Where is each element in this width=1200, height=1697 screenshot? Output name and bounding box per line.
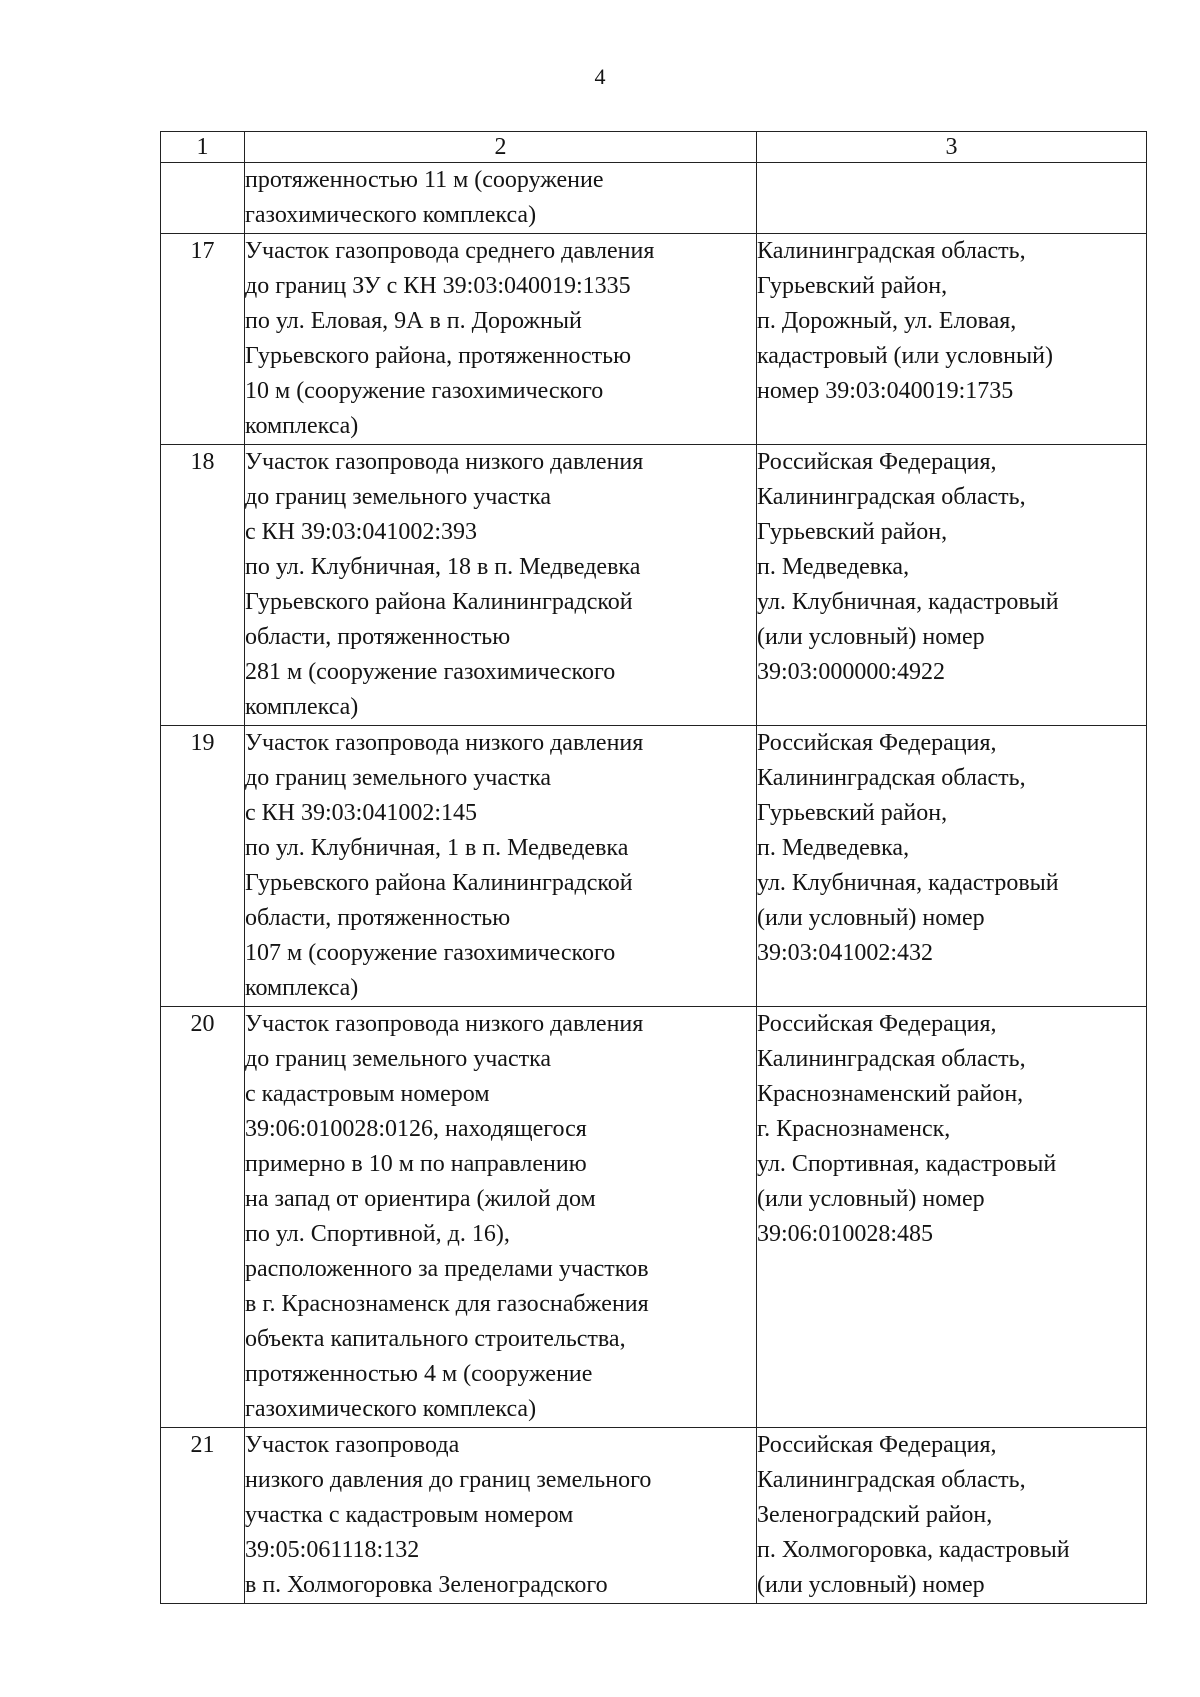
location-line: Калининградская область, [757, 1046, 1026, 1072]
object-location [757, 234, 1147, 445]
table-row [161, 1428, 1147, 1604]
header-col-3: 3 [757, 132, 1147, 163]
row-number [161, 163, 245, 234]
description-line: Гурьевского района Калининградской [245, 589, 633, 615]
page-number: 4 [594, 64, 606, 89]
location-line: Гурьевский район, [757, 519, 948, 545]
location-line: Калининградская область, [757, 765, 1026, 791]
object-description [245, 445, 757, 726]
location-line: Калининградская область, [757, 1467, 1026, 1493]
object-location [757, 1428, 1147, 1604]
description-line: области, протяженностью [245, 905, 511, 931]
description-line: 39:06:010028:0126, находящегося [245, 1116, 587, 1142]
object-location [757, 163, 1147, 234]
description-line: с КН 39:03:041002:145 [245, 800, 477, 826]
description-line: до границ земельного участка [245, 484, 552, 510]
description-line: по ул. Клубничная, 1 в п. Медведевка [245, 835, 629, 861]
description-line: с КН 39:03:041002:393 [245, 519, 477, 545]
table-row [161, 726, 1147, 1007]
description-line: 10 м (сооружение газохимического [245, 378, 604, 404]
description-line: области, протяженностью [245, 624, 511, 650]
location-line: Краснознаменский район, [757, 1081, 1024, 1107]
location-line: (или условный) номер [757, 624, 985, 650]
description-line: низкого давления до границ земельного [245, 1467, 652, 1493]
table-row [161, 234, 1147, 445]
header-col-2: 2 [245, 132, 757, 163]
object-description [245, 163, 757, 234]
location-line: кадастровый (или условный) [757, 343, 1053, 369]
description-line: Участок газопровода низкого давления [245, 730, 644, 756]
location-line: ул. Клубничная, кадастровый [757, 870, 1059, 896]
object-description [245, 726, 757, 1007]
location-line: (или условный) номер [757, 905, 985, 931]
location-line: г. Краснознаменск, [757, 1116, 951, 1142]
description-line: объекта капитального строительства, [245, 1326, 626, 1352]
location-line: (или условный) номер [757, 1572, 985, 1598]
description-line: газохимического комплекса) [245, 202, 537, 228]
description-line: Участок газопровода низкого давления [245, 449, 644, 475]
location-line: Гурьевский район, [757, 800, 948, 826]
description-line: в п. Холмогоровка Зеленоградского [245, 1572, 608, 1598]
registry-table [160, 131, 1147, 1604]
description-line: Гурьевского района, протяженностью [245, 343, 632, 369]
description-line: Гурьевского района Калининградской [245, 870, 633, 896]
table-header [161, 132, 1147, 163]
description-line: до границ ЗУ с КН 39:03:040019:1335 [245, 273, 631, 299]
location-line: Российская Федерация, [757, 1011, 997, 1037]
description-line: по ул. Спортивной, д. 16), [245, 1221, 510, 1247]
description-line: с кадастровым номером [245, 1081, 490, 1107]
row-number: 21 [161, 1428, 245, 1604]
object-location [757, 1007, 1147, 1428]
description-line: протяженностью 11 м (сооружение [245, 167, 604, 193]
location-line: 39:03:000000:4922 [757, 659, 946, 685]
description-line: Участок газопровода низкого давления [245, 1011, 644, 1037]
description-line: по ул. Еловая, 9А в п. Дорожный [245, 308, 582, 334]
description-line: комплекса) [245, 975, 359, 1001]
description-line: в г. Краснознаменск для газоснабжения [245, 1291, 649, 1317]
row-number: 20 [161, 1007, 245, 1428]
header-col-1: 1 [161, 132, 245, 163]
row-number: 19 [161, 726, 245, 1007]
location-line: ул. Спортивная, кадастровый [757, 1151, 1057, 1177]
description-line: комплекса) [245, 694, 359, 720]
description-line: 281 м (сооружение газохимического [245, 659, 616, 685]
description-line: до границ земельного участка [245, 765, 552, 791]
location-line: (или условный) номер [757, 1186, 985, 1212]
description-line: на запад от ориентира (жилой дом [245, 1186, 596, 1212]
location-line: п. Медведевка, [757, 835, 910, 861]
location-line: п. Холмогоровка, кадастровый [757, 1537, 1070, 1563]
description-line: 107 м (сооружение газохимического [245, 940, 616, 966]
description-line: 39:05:061118:132 [245, 1537, 420, 1563]
location-line: п. Дорожный, ул. Еловая, [757, 308, 1017, 334]
description-line: газохимического комплекса) [245, 1396, 537, 1422]
table-body [161, 163, 1147, 1604]
object-description [245, 234, 757, 445]
row-number: 18 [161, 445, 245, 726]
description-line: по ул. Клубничная, 18 в п. Медведевка [245, 554, 641, 580]
location-line: Калининградская область, [757, 484, 1026, 510]
location-line: Гурьевский район, [757, 273, 948, 299]
table-row [161, 445, 1147, 726]
description-line: до границ земельного участка [245, 1046, 552, 1072]
location-line: 39:03:041002:432 [757, 940, 934, 966]
description-line: расположенного за пределами участков [245, 1256, 649, 1282]
description-line: комплекса) [245, 413, 359, 439]
location-line: номер 39:03:040019:1735 [757, 378, 1014, 404]
location-line: Российская Федерация, [757, 449, 997, 475]
location-line: ул. Клубничная, кадастровый [757, 589, 1059, 615]
description-line: Участок газопровода среднего давления [245, 238, 655, 264]
location-line: п. Медведевка, [757, 554, 910, 580]
description-line: Участок газопровода [245, 1432, 460, 1458]
location-line: Российская Федерация, [757, 730, 997, 756]
object-description [245, 1428, 757, 1604]
header-row [161, 132, 1147, 163]
location-line: Зеленоградский район, [757, 1502, 993, 1528]
location-line: Калининградская область, [757, 238, 1026, 264]
description-line: участка с кадастровым номером [245, 1502, 574, 1528]
location-line: 39:06:010028:485 [757, 1221, 934, 1247]
object-description [245, 1007, 757, 1428]
row-number: 17 [161, 234, 245, 445]
table-row [161, 163, 1147, 234]
object-location [757, 445, 1147, 726]
location-line: Российская Федерация, [757, 1432, 997, 1458]
object-location [757, 726, 1147, 1007]
description-line: примерно в 10 м по направлению [245, 1151, 587, 1177]
description-line: протяженностью 4 м (сооружение [245, 1361, 593, 1387]
table-row [161, 1007, 1147, 1428]
